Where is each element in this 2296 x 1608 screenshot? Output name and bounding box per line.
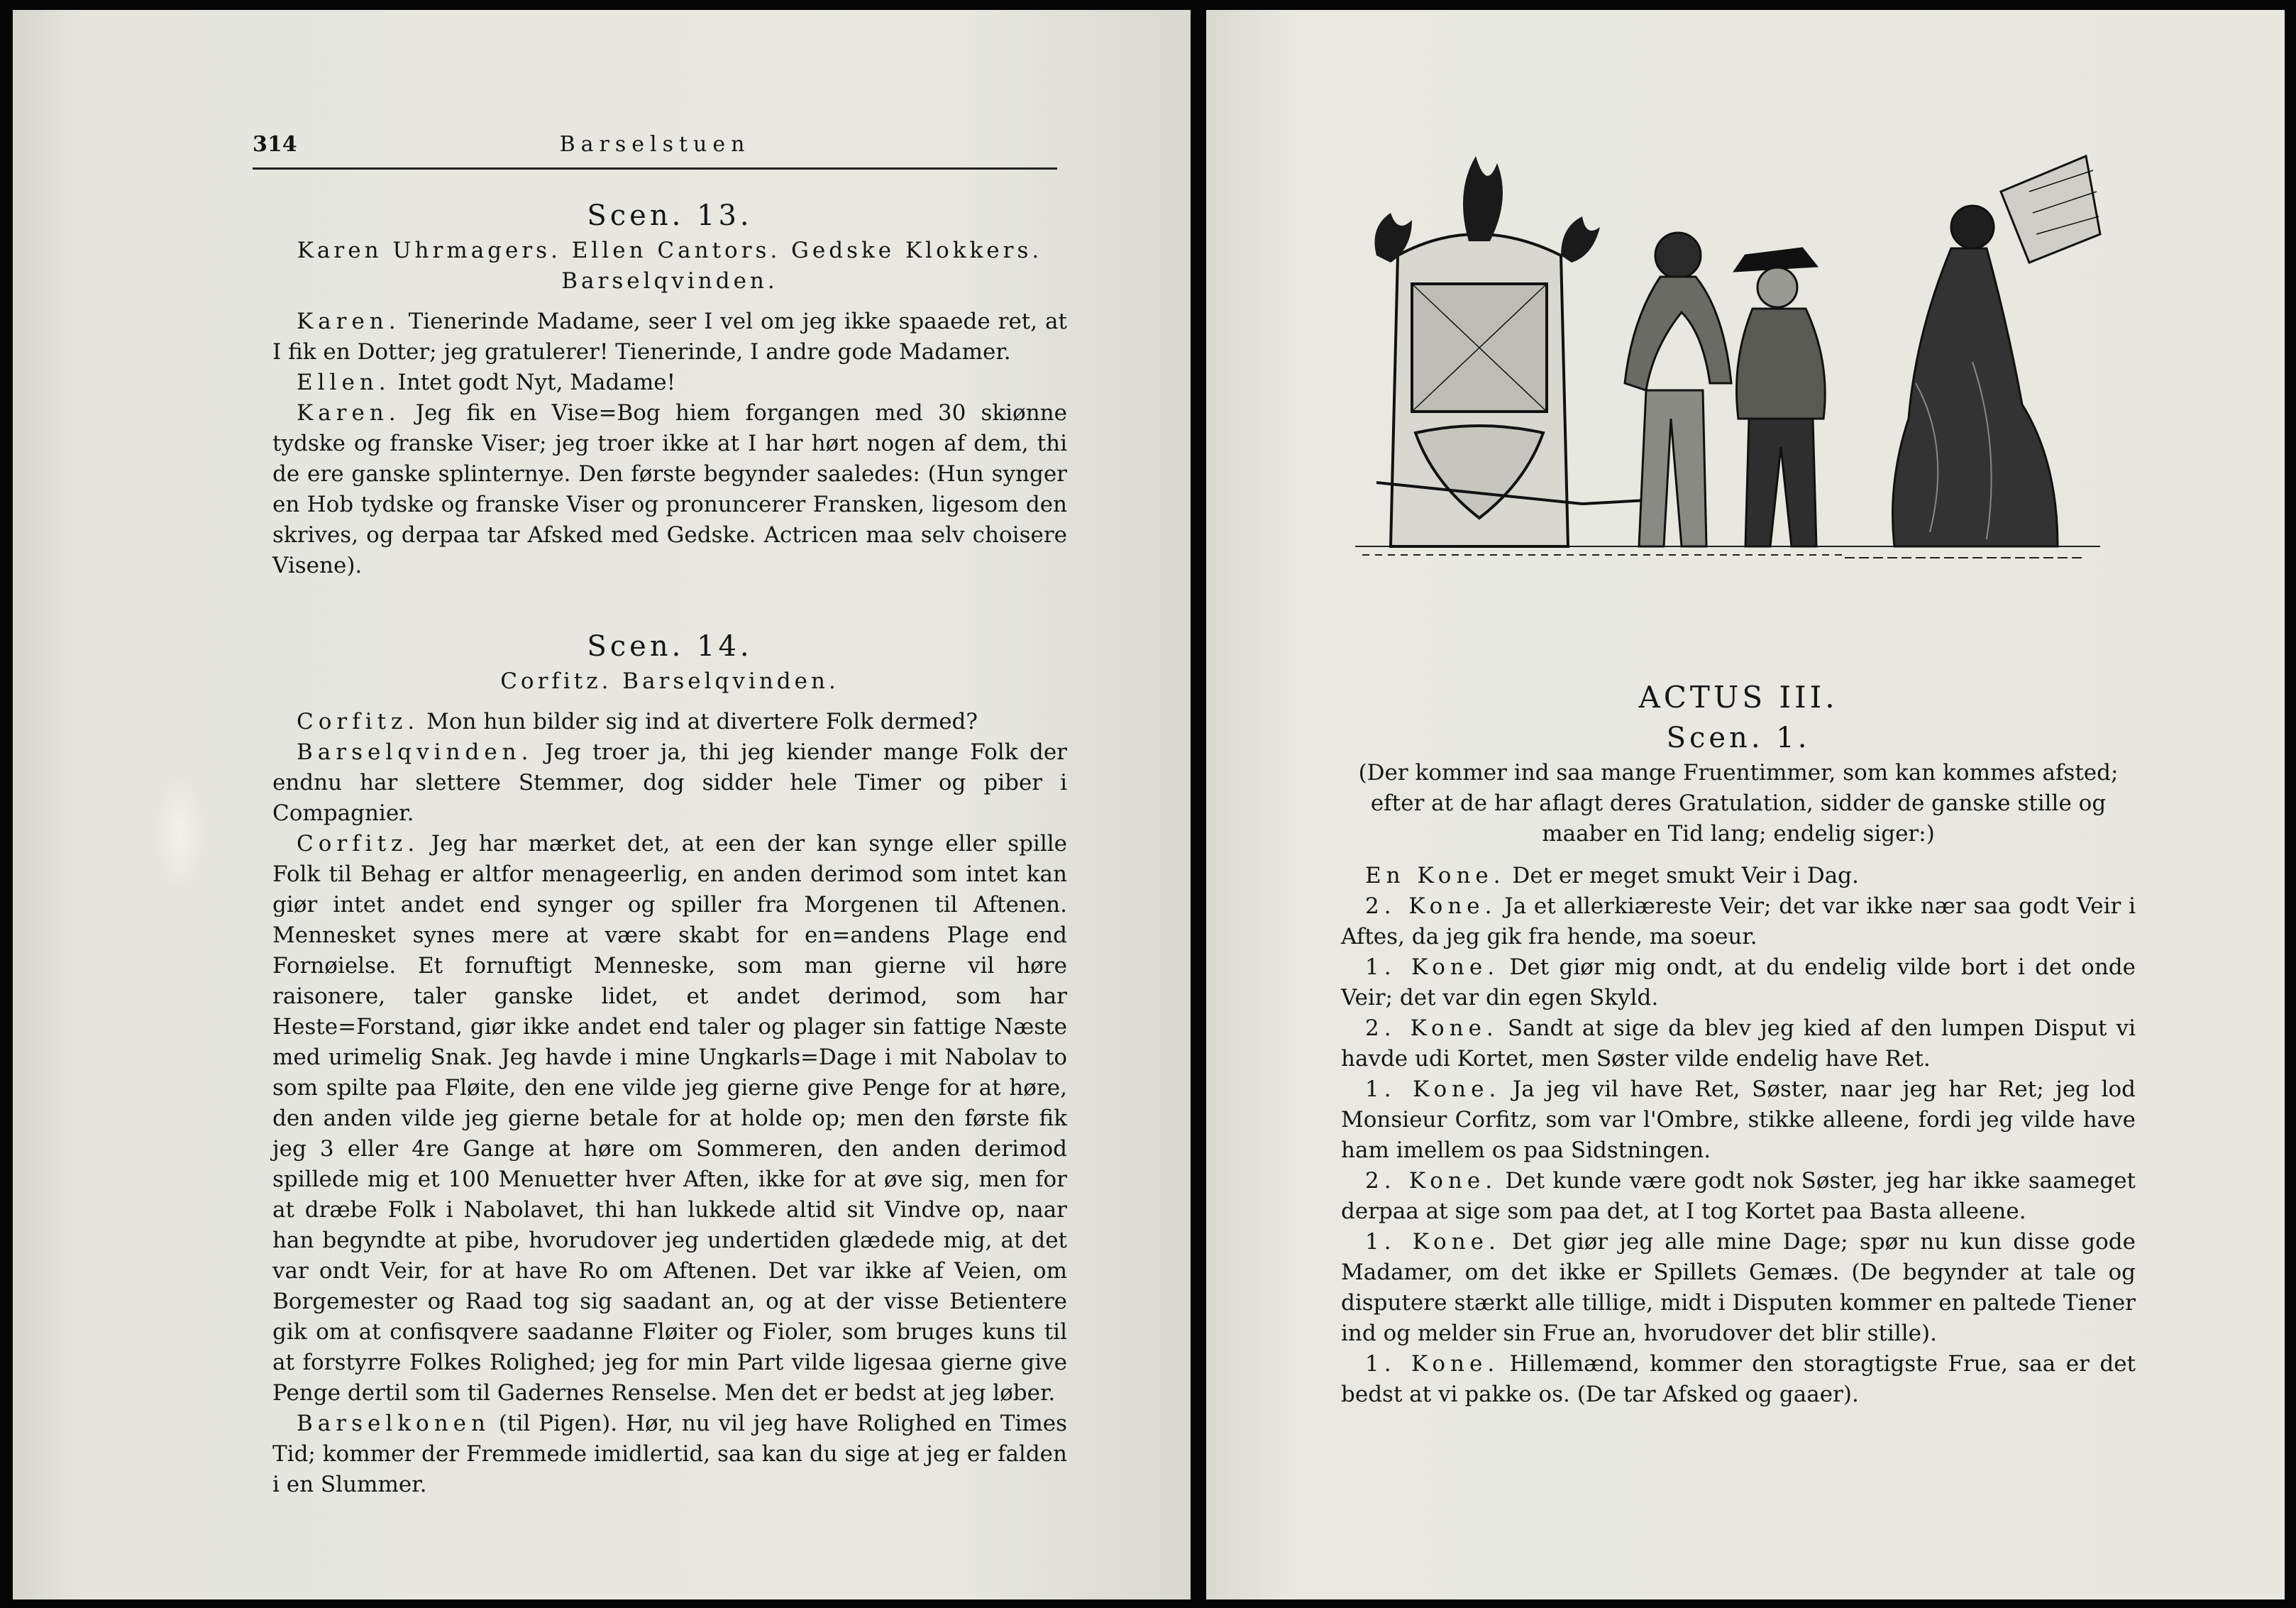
speech	[1341, 861, 2136, 891]
scene-14-cast: Corfitz. Barselqvinden.	[500, 668, 839, 694]
running-title: Barselstuen	[559, 132, 751, 157]
speaker: 1. Kone.	[1365, 1076, 1501, 1102]
scene-13-title: Scen. 13.	[587, 199, 753, 232]
speech-text: Det er meget smukt Veir i Dag.	[1512, 863, 1859, 888]
scene-14-title: Scen. 14.	[587, 630, 753, 663]
speech-text: (til Pigen). Hør, nu vil jeg have Rolighed en Times Tid; kommer der Fremmede imidlertid, saa kan du sige at jeg er falden i en Slummer.	[272, 1411, 1067, 1497]
speech	[272, 707, 1067, 737]
old-man-figure	[1625, 233, 1731, 546]
speech	[1341, 1074, 2136, 1166]
speaker: En Kone.	[1365, 863, 1506, 888]
speaker: Barselqvinden.	[297, 739, 534, 765]
speaker: 2. Kone.	[1365, 1015, 1499, 1041]
left-page	[13, 10, 1191, 1599]
speech-text: Tienerinde Madame, seer I vel om jeg ikke spaaede ret, at I fik en Dotter; jeg gratulerer! Tienerinde, I andre gode Madamer.	[272, 309, 1067, 365]
speech	[1341, 1166, 2136, 1227]
speaker: Karen.	[297, 400, 401, 426]
speech	[1341, 891, 2136, 952]
speaker: 1. Kone.	[1365, 954, 1500, 980]
speech	[1341, 952, 2136, 1013]
servant-figure	[1735, 248, 1825, 546]
scene-gap	[272, 581, 1067, 627]
speech-text: Jeg fik en Vise=Bog hiem forgangen med 30 skiønne tydske og franske Viser; jeg troer ikke at I har hørt nogen af dem, thi de ere ganske splinternye. Den første begynder saaledes: (Hun synger en Hob tydske og franske Viser og pronuncerer Fransken, ligesom den skrives, og derpaa tar Afsked med Gedske. Actricen maa selv choisere Visene).	[272, 400, 1067, 578]
speech	[272, 368, 1067, 398]
speech	[1341, 1013, 2136, 1074]
scene-13-cast	[272, 236, 1067, 297]
speech-text: Intet godt Nyt, Madame!	[397, 370, 676, 395]
cast-line: Karen Uhrmagers. Ellen Cantors. Gedske Klokkers.	[297, 238, 1043, 263]
speaker: 1. Kone.	[1365, 1351, 1500, 1377]
speech-text: Mon hun bilder sig ind at divertere Folk dermed?	[426, 709, 978, 734]
speech-text: Sandt at sige da blev jeg kied af den lumpen Disput vi havde udi Kortet, men Søster vilde endelig have Ret.	[1341, 1015, 2136, 1072]
left-text-column	[272, 196, 1067, 1500]
page-number: 314	[253, 132, 297, 157]
speaker: Barselkonen	[297, 1411, 490, 1436]
speech-text: Ja et allerkiæreste Veir; det var ikke nær saa godt Veir i Aftes, da jeg gik fra hende, ma soeur.	[1341, 893, 2136, 949]
cast-line: Barselqvinden.	[561, 268, 778, 294]
speaker: Corfitz.	[297, 831, 420, 857]
act-title: ACTUS III.	[1638, 680, 1838, 715]
ground-hatching	[1355, 546, 2100, 558]
speaker: 1. Kone.	[1365, 1229, 1501, 1255]
paper-stain	[155, 776, 204, 890]
speech	[272, 307, 1067, 368]
speech	[272, 829, 1067, 1409]
sedan-chair	[1376, 234, 1646, 546]
right-text-column	[1341, 677, 2136, 1410]
speech	[1341, 1227, 2136, 1349]
speaker: 2. Kone.	[1365, 893, 1497, 919]
speech-text: Jeg troer ja, thi jeg kiender mange Folk der endnu har slettere Stemmer, dog sidder hele Timer og piber i Compagnier.	[272, 739, 1067, 826]
speaker: Corfitz.	[297, 709, 420, 734]
speech	[272, 1409, 1067, 1500]
running-header	[253, 131, 1057, 170]
stage-direction: (Der kommer ind saa mange Fruentimmer, som kan kommes afsted; efter at de har aflagt deres Gratulation, sidder de ganske stille og maaber en Tid lang; endelig siger:)	[1358, 760, 2119, 847]
speech-text: Det giør jeg alle mine Dage; spør nu kun disse gode Madamer, om det ikke er Spillets Gemæs. (De begynder at tale og disputere stærkt alle tillige, midt i Disputen kommer en paltede Tiener ind og melder sin Frue an, hvorudover det blir stille).	[1341, 1229, 2136, 1346]
right-page	[1206, 10, 2285, 1599]
speech-text: Det kunde være godt nok Søster, jeg har ikke saameget derpaa at sige som paa det, at I tog Kortet paa Basta alleene.	[1341, 1168, 2136, 1224]
sedan-chair-illustration	[1348, 149, 2114, 589]
lady-figure	[1893, 156, 2101, 546]
speech-text: Jeg har mærket det, at een der kan synge eller spille Folk til Behag er altfor menageerlig, en anden derimod som intet kan giør intet andet end synger og spiller fra Morgenen til Aftenen. Mennesket synes mere at være skabt for en=andens Plage end Fornøielse. Et fornuftigt Menneske, som man gierne vil høre raisonere, taler ganske lidet, et andet derimod, som har Heste=Forstand, giør ikke andet end taler og plager sin fattige Næste med urimelig Snak. Jeg havde i mine Ungkarls=Dage i mit Nabolav to som spilte paa Fløite, den ene vilde jeg gierne give Penge for at høre, den anden vilde jeg gierne betale for at holde op; men den første fik jeg 3 eller 4re Gange at høre om Sommeren, den anden derimod spillede mig et 100 Menuetter hver Aften, ikke for at øve sig, men for at dræbe Folk i Nabolavet, thi han lukkede altid sit Vindve op, naar han begyndte at pibe, hvorudover jeg undertiden glædede mig, at det var ondt Veir, for at have Ro om Aftenen. Det var ikke af Veien, om Borgemester og Raad tog sig saadant an, og at der visse Betientere gik om at confisqvere saadanne Fløiter og Fioler, som bruges kuns til at forstyrre Folkes Rolighed; jeg for min Part vilde ligesaa gierne give Penge dertil som til Gadernes Renselse. Men det er bedst at jeg løber.	[272, 831, 1068, 1406]
speech	[1341, 1349, 2136, 1410]
speaker: 2. Kone.	[1365, 1168, 1498, 1194]
speech	[272, 737, 1067, 829]
speech-text: Ja jeg vil have Ret, Søster, naar jeg har Ret; jeg lod Monsieur Corfitz, som var l'Ombre, stikke alleene, fordi jeg vilde have ham imellem os paa Sidstningen.	[1341, 1076, 2136, 1163]
speaker: Karen.	[297, 309, 401, 334]
speaker: Ellen.	[297, 370, 391, 395]
speech-text: Det giør mig ondt, at du endelig vilde bort i det onde Veir; det var din egen Skyld.	[1341, 954, 2136, 1010]
speech	[272, 398, 1067, 581]
speech-text: Hillemænd, kommer den storagtigste Frue, saa er det bedst at vi pakke os. (De tar Afsked og gaaer).	[1341, 1351, 2136, 1407]
scene-1-title: Scen. 1.	[1666, 722, 1811, 754]
